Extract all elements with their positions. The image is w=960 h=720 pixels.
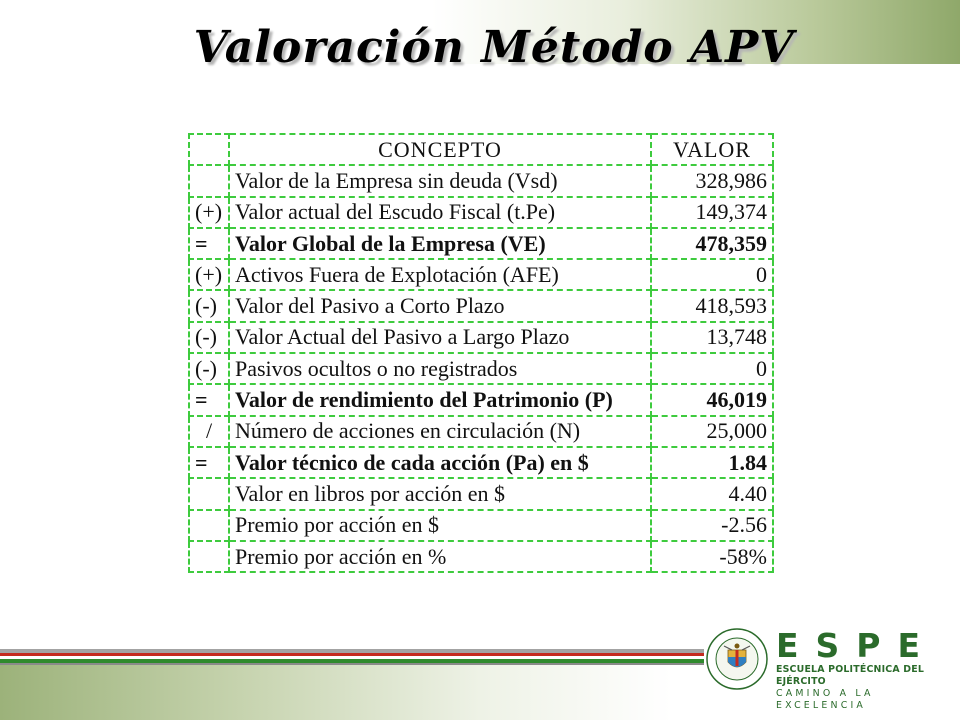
- row-sign: (+): [189, 259, 229, 290]
- row-value: 25,000: [651, 416, 773, 447]
- row-sign: [189, 478, 229, 509]
- table-row: [189, 416, 773, 447]
- row-concept: Valor Global de la Empresa (VE): [229, 228, 651, 259]
- row-value: -58%: [651, 541, 773, 572]
- row-sign: [189, 510, 229, 541]
- header-concept: CONCEPTO: [229, 134, 651, 165]
- row-value: 46,019: [651, 384, 773, 415]
- row-value: 1.84: [651, 447, 773, 478]
- row-value: 13,748: [651, 322, 773, 353]
- row-value: 0: [651, 353, 773, 384]
- row-sign: =: [189, 384, 229, 415]
- row-concept: Pasivos ocultos o no registrados: [229, 353, 651, 384]
- row-value: 4.40: [651, 478, 773, 509]
- espe-brand-text: [776, 628, 952, 712]
- row-value: -2.56: [651, 510, 773, 541]
- apv-valuation-table: [188, 133, 774, 573]
- row-value: 418,593: [651, 290, 773, 321]
- table-row-total: [189, 447, 773, 478]
- row-concept: Premio por acción en $: [229, 510, 651, 541]
- row-concept: Valor técnico de cada acción (Pa) en $: [229, 447, 651, 478]
- row-concept: Activos Fuera de Explotación (AFE): [229, 259, 651, 290]
- table-row: [189, 353, 773, 384]
- table-row-total: [189, 228, 773, 259]
- row-concept: Valor de rendimiento del Patrimonio (P): [229, 384, 651, 415]
- row-concept: Valor de la Empresa sin deuda (Vsd): [229, 165, 651, 196]
- row-concept: Premio por acción en %: [229, 541, 651, 572]
- table-header-row: [189, 134, 773, 165]
- row-value: 0: [651, 259, 773, 290]
- table-row: [189, 165, 773, 196]
- row-value: 328,986: [651, 165, 773, 196]
- header-sign: [189, 134, 229, 165]
- table-row: [189, 541, 773, 572]
- row-concept: Valor del Pasivo a Corto Plazo: [229, 290, 651, 321]
- row-sign: (+): [189, 197, 229, 228]
- row-sign: (-): [189, 353, 229, 384]
- row-sign: =: [189, 447, 229, 478]
- slide-title: Valoración Método APV: [193, 22, 795, 73]
- espe-institution-name: ESCUELA POLITÉCNICA DEL EJÉRCITO: [776, 664, 925, 687]
- row-concept: Valor actual del Escudo Fiscal (t.Pe): [229, 197, 651, 228]
- table-row: [189, 290, 773, 321]
- table-row: [189, 510, 773, 541]
- espe-seal-icon: [706, 628, 768, 690]
- footer-rule-gray-bottom: [0, 663, 704, 665]
- row-sign: =: [189, 228, 229, 259]
- row-concept: Número de acciones en circulación (N): [229, 416, 651, 447]
- header-value: VALOR: [651, 134, 773, 165]
- espe-motto: CAMINO A LA EXCELENCIA: [776, 688, 874, 711]
- row-concept: Valor Actual del Pasivo a Largo Plazo: [229, 322, 651, 353]
- espe-logo: [706, 626, 952, 711]
- table-row-total: [189, 384, 773, 415]
- espe-wordmark: ESPE: [776, 626, 938, 665]
- row-sign: [189, 165, 229, 196]
- row-value: 478,359: [651, 228, 773, 259]
- row-sign: [189, 541, 229, 572]
- table-row: [189, 259, 773, 290]
- row-sign: /: [189, 416, 229, 447]
- table-row: [189, 478, 773, 509]
- row-value: 149,374: [651, 197, 773, 228]
- row-concept: Valor en libros por acción en $: [229, 478, 651, 509]
- row-sign: (-): [189, 290, 229, 321]
- table-row: [189, 197, 773, 228]
- row-sign: (-): [189, 322, 229, 353]
- table-row: [189, 322, 773, 353]
